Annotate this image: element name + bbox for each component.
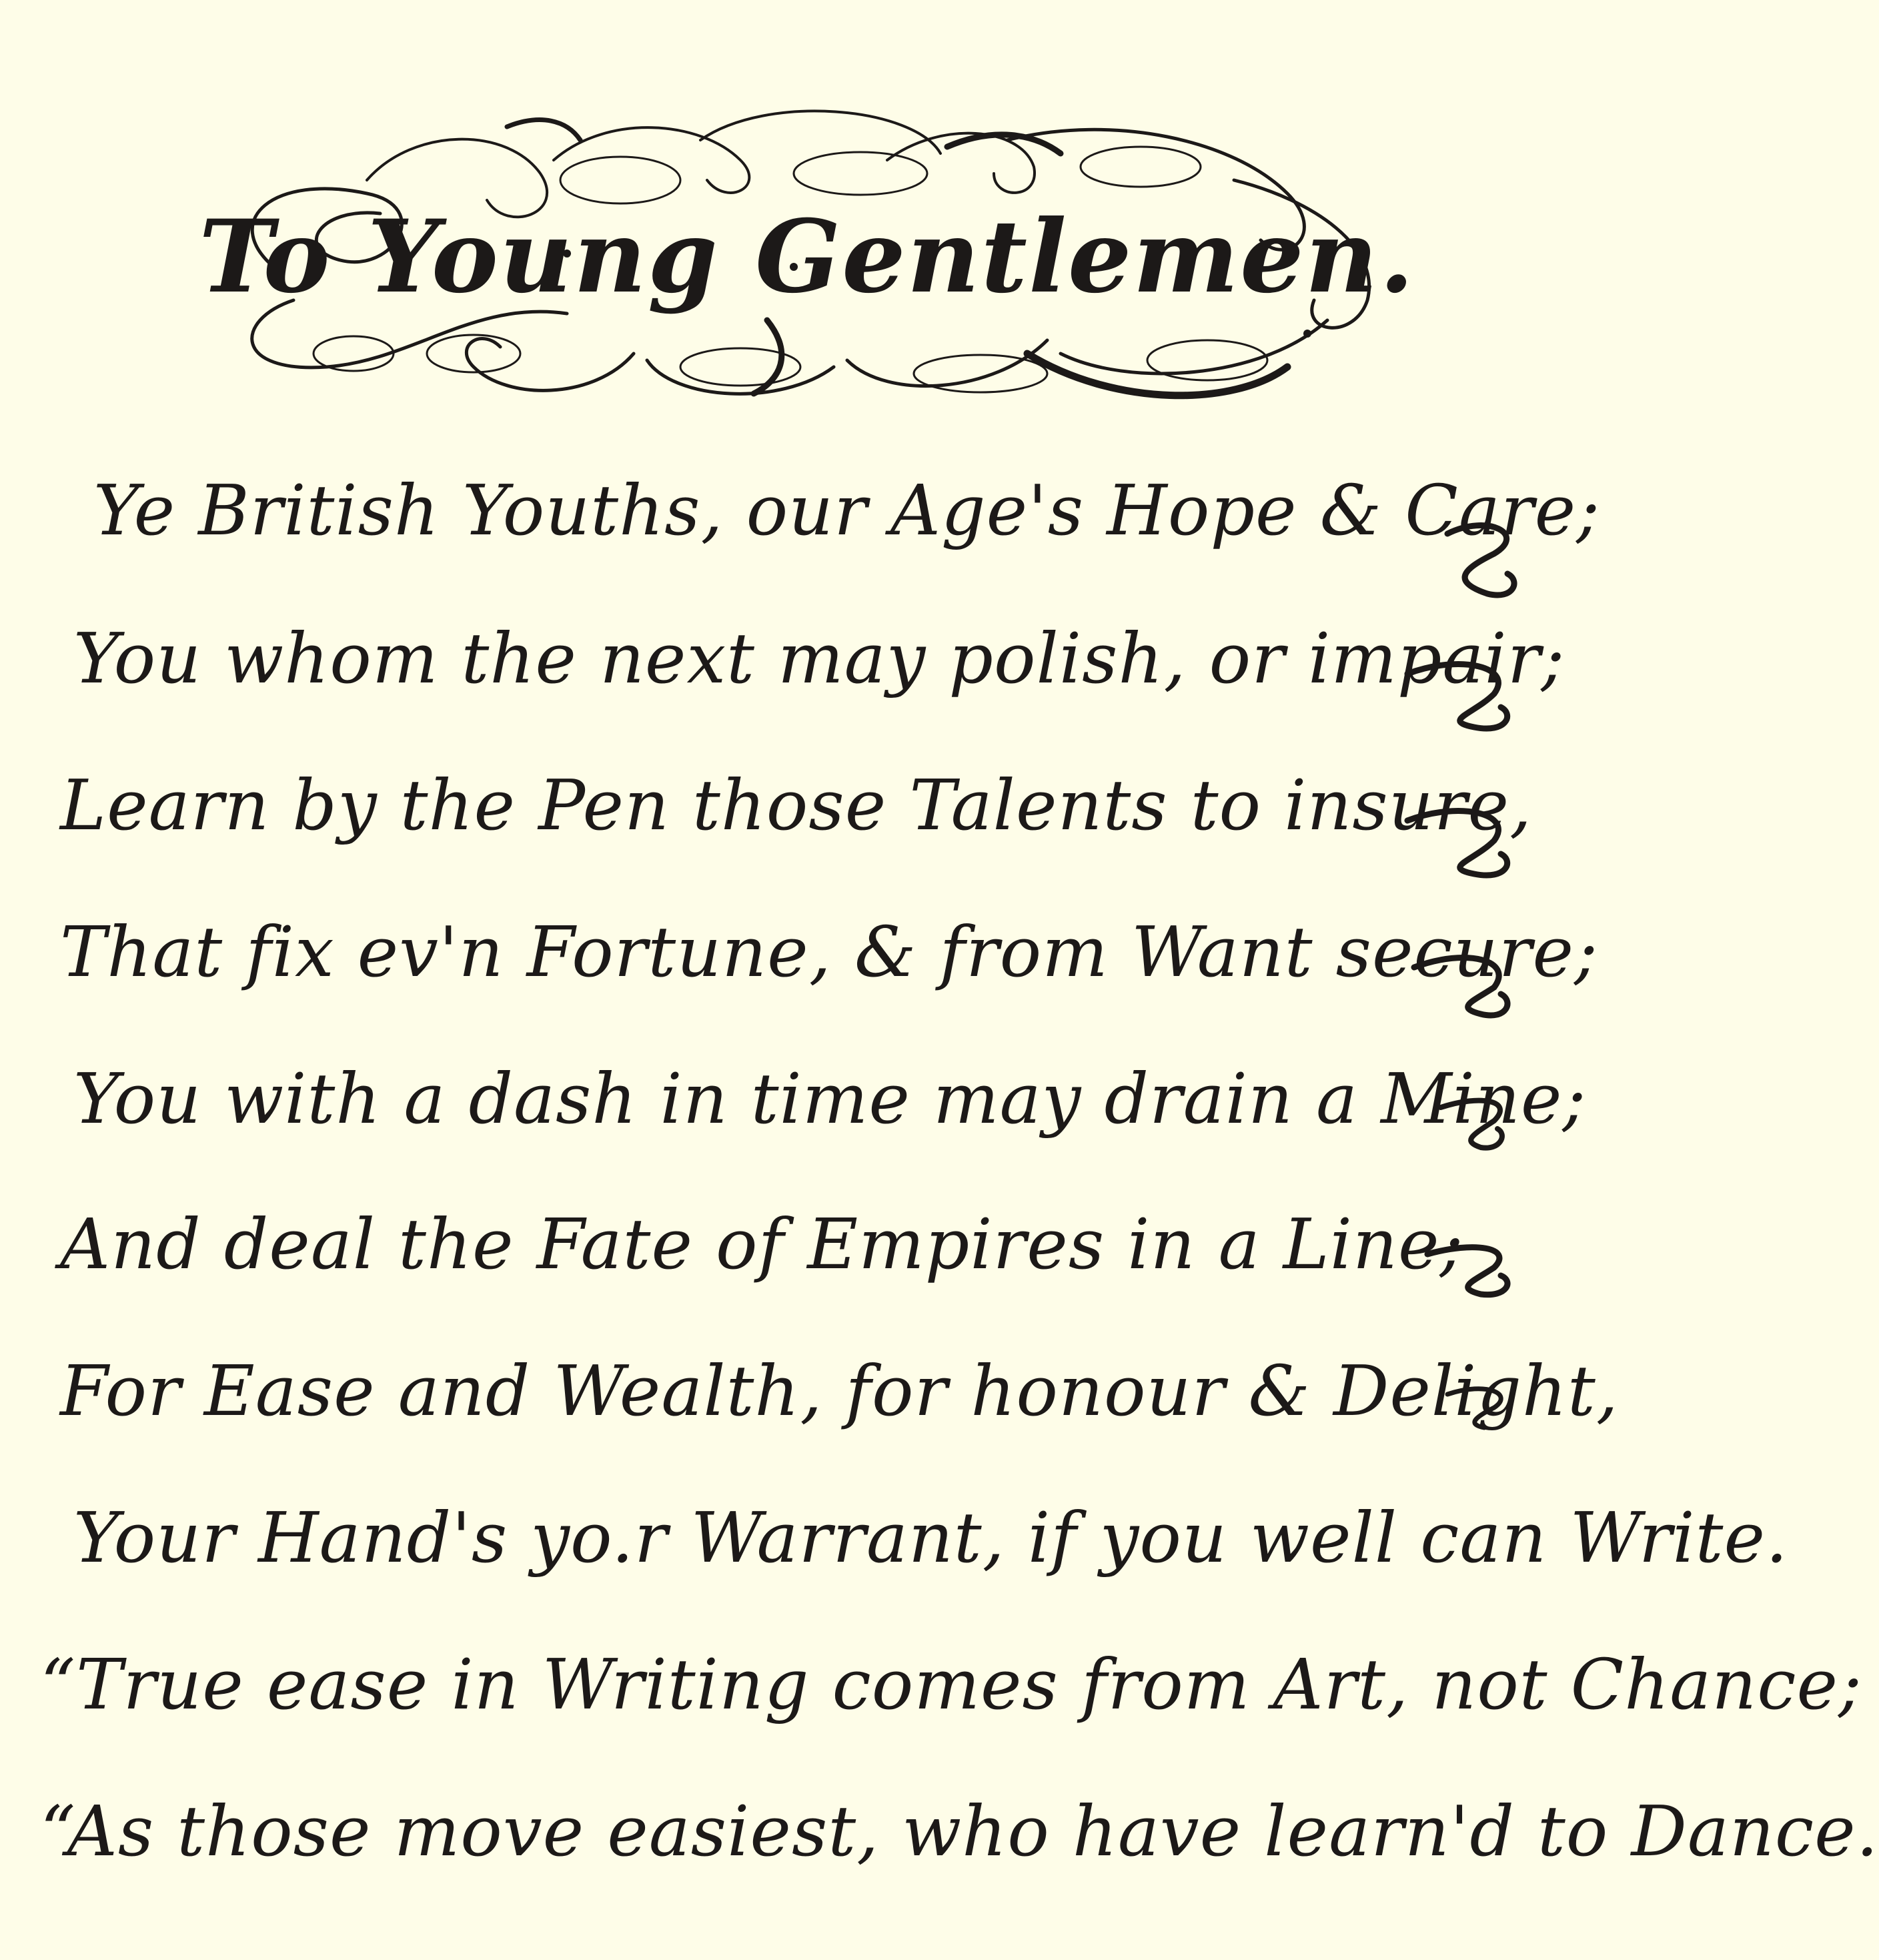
verse-line	[40, 1758, 1879, 1878]
page-title: To Young Gentlemen.	[199, 198, 1415, 316]
verse-line-text: Ye British Youths, our Age's Hope & Care;	[93, 470, 1601, 551]
verse-line	[53, 732, 1547, 852]
verse-line	[40, 1611, 1863, 1731]
verse-line-text: For Ease and Wealth, for honour & Delight,	[60, 1350, 1619, 1432]
verse-line	[53, 1025, 1587, 1145]
verse-line-text: “True ease in Writing comes from Art, not Chance;	[40, 1644, 1863, 1725]
title-block	[193, 100, 1421, 420]
verse-line-text: You with a dash in time may drain a Mine;	[73, 1058, 1587, 1139]
verse-line	[53, 585, 1565, 705]
verse-line	[53, 1464, 1789, 1584]
verse-line-text: “As those move easiest, who have learn'd to Dance.	[40, 1791, 1879, 1872]
verse-line-text: Learn by the Pen those Talents to insure,	[60, 765, 1533, 846]
verse-line-text: Your Hand's yo.r Warrant, if you well can Write.	[73, 1497, 1789, 1578]
verse-line	[53, 437, 1601, 557]
verse-line-text: That fix ev'n Fortune, & from Want secure;	[60, 911, 1599, 993]
verse-line-text: You whom the next may polish, or impair;	[73, 618, 1565, 699]
verse-line	[53, 879, 1599, 999]
verse-line	[53, 1171, 1547, 1291]
verse-line	[53, 1318, 1619, 1438]
verse-line-text: And deal the Fate of Empires in a Line;	[60, 1203, 1464, 1285]
